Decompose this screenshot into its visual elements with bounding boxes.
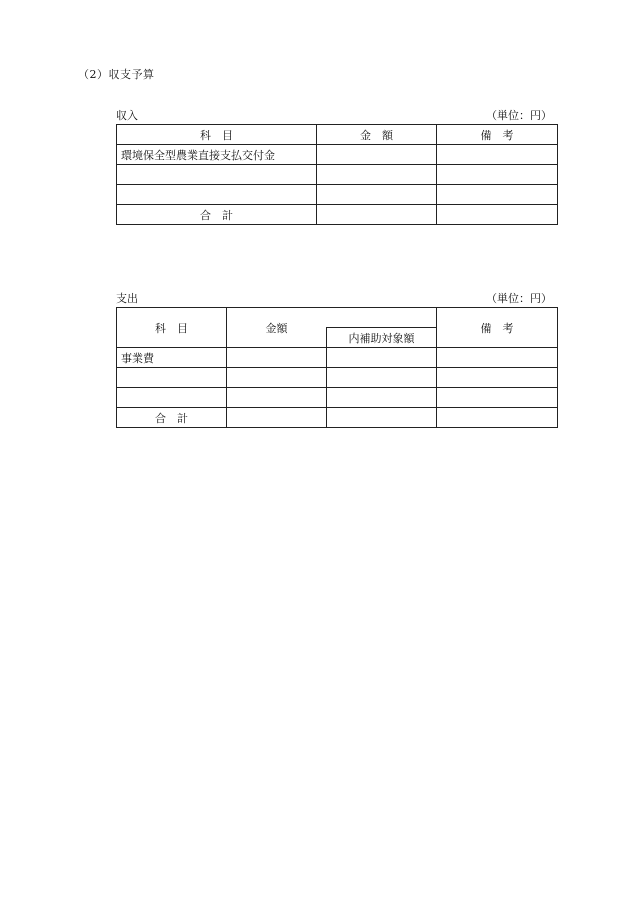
expense-total-row (117, 408, 558, 428)
section-title: （2）収支予算 (78, 68, 155, 81)
table-row (117, 348, 558, 368)
expense-subsidy-cell (327, 348, 437, 368)
expense-table (116, 307, 558, 428)
table-row (117, 165, 558, 185)
income-table (116, 124, 558, 225)
income-item-cell (117, 165, 317, 185)
expense-header-row (117, 308, 558, 328)
income-unit: （単位：円） (486, 109, 552, 122)
table-row (117, 388, 558, 408)
expense-amount-cell (227, 368, 327, 388)
expense-subsidy-cell (327, 368, 437, 388)
expense-header-remarks: 備 考 (437, 308, 558, 348)
income-total-remarks (437, 205, 558, 225)
expense-subsidy-cell (327, 388, 437, 408)
expense-total-amount (227, 408, 327, 428)
expense-total-label: 合 計 (117, 408, 227, 428)
income-total-amount (317, 205, 437, 225)
income-total-label: 合 計 (117, 205, 317, 225)
expense-amount-cell (227, 388, 327, 408)
expense-item-cell: 事業費 (117, 348, 227, 368)
expense-remarks-cell (437, 368, 558, 388)
table-row (117, 145, 558, 165)
expense-header-amount: 金額 (227, 308, 327, 348)
expense-item-cell (117, 368, 227, 388)
expense-amount-cell (227, 348, 327, 368)
expense-remarks-cell (437, 348, 558, 368)
expense-header-gap (327, 308, 437, 328)
income-header-item: 科 目 (117, 125, 317, 145)
income-total-row (117, 205, 558, 225)
income-amount-cell (317, 145, 437, 165)
income-item-cell: 環境保全型農業直接支払交付金 (117, 145, 317, 165)
income-header-remarks: 備 考 (437, 125, 558, 145)
expense-item-cell (117, 388, 227, 408)
income-remarks-cell (437, 165, 558, 185)
income-header-amount: 金 額 (317, 125, 437, 145)
income-header-row (117, 125, 558, 145)
expense-header-item: 科 目 (117, 308, 227, 348)
income-amount-cell (317, 185, 437, 205)
expense-remarks-cell (437, 388, 558, 408)
table-row (117, 368, 558, 388)
expense-header-subsidy-target: 内補助対象額 (327, 328, 437, 348)
income-amount-cell (317, 165, 437, 185)
income-item-cell (117, 185, 317, 205)
income-remarks-cell (437, 185, 558, 205)
expense-unit: （単位：円） (486, 292, 552, 305)
expense-label: 支出 (116, 292, 138, 305)
income-label: 収入 (116, 109, 138, 122)
income-remarks-cell (437, 145, 558, 165)
table-row (117, 185, 558, 205)
expense-total-subsidy (327, 408, 437, 428)
expense-total-remarks (437, 408, 558, 428)
